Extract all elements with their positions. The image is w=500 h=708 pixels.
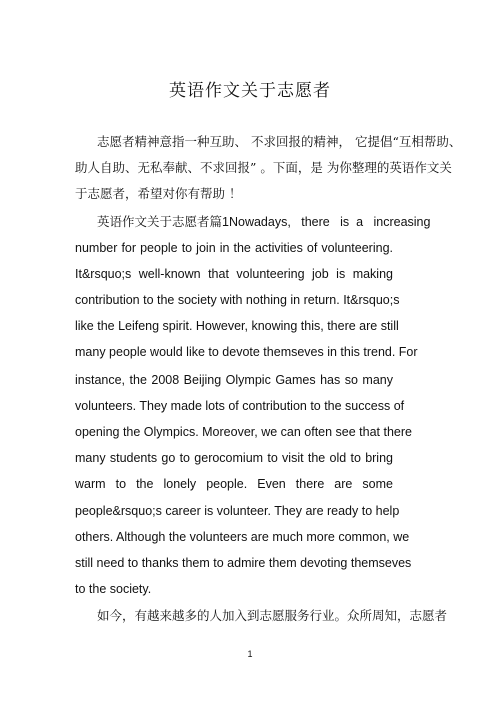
essay-line-9: many students go to gerocomium to visit the old to bring xyxy=(75,451,393,465)
essay-line-13: still need to thanks them to admire them devoting themseves xyxy=(75,556,412,570)
essay-line-8: opening the Olympics. Moreover, we can often see that there xyxy=(75,425,412,439)
essay-line-12: others. Although the volunteers are much more common, we xyxy=(75,530,410,544)
intro-line-1: 志愿者精神意指一种互助、 不求回报的精神， 它提倡“互相帮助、 xyxy=(97,134,462,149)
essay-line-3: contribution to the society with nothing in return. It&rsquo;s xyxy=(75,293,400,307)
essay-line-4: like the Leifeng spirit. However, knowing this, there are still xyxy=(75,319,399,333)
closing-line: 如今，有越来越多的人加入到志愿服务行业。众所周知，志愿者 xyxy=(97,608,448,623)
essay-line-2: It&rsquo;s well-known that volunteering job is making xyxy=(75,267,393,281)
essay-line-6: instance, the 2008 Beijing Olympic Games has so many xyxy=(75,373,393,387)
essay-line-10: warm to the lonely people. Even there are some xyxy=(75,477,393,491)
document-title: 英语作文关于志愿者 xyxy=(169,81,331,101)
essay-heading-line xyxy=(97,214,431,230)
essay-heading: 英语作文关于志愿者篇 xyxy=(97,214,223,229)
essay-line-11: people&rsquo;s career is volunteer. They are ready to help xyxy=(75,504,400,518)
essay-first-words: 1Nowadays, there is a increasing xyxy=(222,215,431,229)
essay-line-14: to the society. xyxy=(75,582,152,596)
essay-line-1: number for people to join in the activities of volunteering. xyxy=(75,241,393,255)
intro-line-3: 于志愿者，希望对你有帮助 ！ xyxy=(75,186,242,201)
page-number: 1 xyxy=(247,649,253,659)
essay-line-7: volunteers. They made lots of contribution to the success of xyxy=(75,399,405,413)
intro-line-2: 助人自助、无私奉献、不求回报” 。下面，是 为你整理的英语作文关 xyxy=(75,160,452,175)
essay-line-5: many people would like to devote themseves in this trend. For xyxy=(75,345,418,359)
